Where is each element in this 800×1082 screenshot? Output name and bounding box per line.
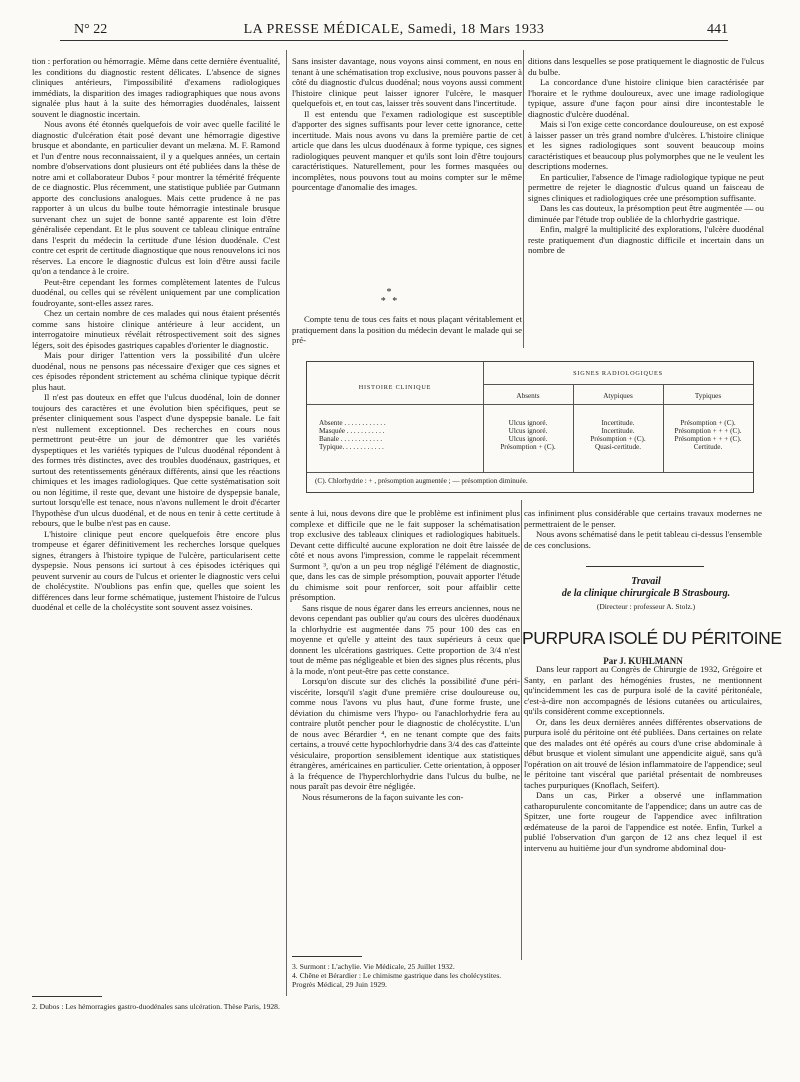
paragraph: Mais si l'on exige cette concordance douloureuse, on est exposé à laisser passer un très grand nombre d'ulcères. L'histoire clinique et les signes radiologiques sont souvent beaucoup moins caractéristiques et beaucoup plus polymorphes que ne le veulent les descriptions modernes. — [528, 119, 764, 171]
table-row-label: Typique. . . . . . . . . . . . — [319, 443, 384, 451]
page-header — [60, 18, 728, 41]
table-row-label: Absente . . . . . . . . . . . . — [319, 419, 386, 427]
table-cell: Présomption + (C). — [590, 435, 646, 443]
paragraph: L'histoire clinique peut encore quelquefois être encore plus trompeuse et égarer définitivement les recherches lorsque quelques signes, étrangers à l'histoire typique de l'ulcère, particularisent cette dyspepsie. Nous pensons ici surtout à ces épisodes ictériques qui peuvent survenir au cours de l'ulcus et orienter le diagnostic vers celui de cholécystite. N'oublions pas enfin que, quelles que soient les différences dans leur forme schématique, justement l'histoire de l'ulcus duodénal et celle de la cholécystite sont souvent assez voisines. — [32, 528, 280, 612]
table-cell: Présomption + + + (C). — [674, 427, 742, 435]
article-author: Par J. KUHLMANN — [603, 656, 683, 666]
paragraph: Nous avons été étonnés quelquefois de voir avec quelle facilité le diagnostic d'ulcération était posé devant une hémorragie digestive brusque et abondante, en particulier devant un melæna. M. F. Ramond et l'un d'entre nous reconnaissaient, il y a quelques années, un certain nombre d'observations dont plusieurs ont été publiées dans la thèse de notre ami et collaborateur Dubos ² pour montrer la témérité fréquente de ce diagnostic. Plus récemment, une statistique publiée par Gutmann apporte des conclusions analogues. Mais cette prudence à ne pas rapporter à un ulcus du bulbe toute hémorragie intestinale brusque survenant chez un sujet de bonne santé apparente est loin d'être généralisée cependant. Et le plus souvent ce tableau clinique entraîne dans l'esprit du médecin la certitude d'une lésion duodénale. C'est contre cet esprit de certitude diagnostique que nous renouvelons ici nos réserves. La encore le diagnostic d'ulcus est loin d'être aussi facile qu'on a tendance à le croire. — [32, 119, 281, 276]
paragraph: Mais pour diriger l'attention vers la possibilité d'un ulcère duodénal, nous ne pensons pas nécessaire d'exiger que ces signes et ces épisodes répondent strictement au schéma clinique typique décrit plus haut. — [32, 350, 280, 392]
table-cell: Quasi-certitude. — [594, 443, 642, 451]
table-row-label: Masquée . . . . . . . . . . . — [319, 427, 385, 435]
paragraph: Chez un certain nombre de ces malades qui nous étaient présentés comme sans histoire clinique antérieure à leur accident, un interrogatoire minutieux révélait rétrospectivement soit des signes légers, soit des épisodes gastriques capables d'orienter le diagnostic. — [32, 308, 280, 350]
paragraph: Sans insister davantage, nous voyons ainsi comment, en nous en tenant à une schématisation trop exclusive, nous pouvons passer à côté du diagnostic d'ulcus duodénal; nous voyons aussi comment l'histoire clinique peut laisser ignorer l'ulcère, le masquer quelquefois et, en tout cas, laisser très souvent dans l'incertitude. — [292, 56, 522, 108]
section-separator-asterisks: * * * — [380, 287, 400, 307]
column-rule — [286, 50, 287, 996]
paragraph: La concordance d'une histoire clinique bien caractérisée par l'horaire et le rythme douloureux, avec une image radiologique typique, assure d'une façon pour ainsi dire incontestable le diagnostic d'ulcère duodénal. — [528, 77, 764, 119]
paragraph: sente à lui, nous devons dire que le problème est infiniment plus complexe et difficile que ne le fait supposer la schématisation trop exclusive des tableaux cliniques et radiologiques habituels. Devant cette difficulté aucune exploration ne doit être laissée de côté et nous avons l'impression, comme le rappelait récemment Surmont ³, qu'on a un peu trop négligé l'élément de diagnostic, que, dans les cas de simple présomption, pouvait apporter l'étude du chimisme soit pour renforcer, soit pour affaiblir cette présomption. — [290, 508, 520, 602]
table-cell: Incertitude. — [601, 427, 635, 435]
paragraph: Dans les cas douteux, la présomption peut être augmentée — ou diminuée par l'étude trop oubliée de la chlorhydrie gastrique. — [528, 203, 764, 224]
article-body — [524, 664, 762, 1026]
paragraph: Dans leur rapport au Congrès de Chirurgie de 1932, Grégoire et Santy, en parlant des hémogénies frustes, ne mentionnent qu'incidemment les cas de purpura isolé de la cavité péritonéale, c'est-à-dire non accompagnés de lésions cutanées ou articulaires, qu'ils considèrent comme exceptionnels. — [524, 664, 762, 716]
paragraph: Compte tenu de tous ces faits et nous plaçant véritablement et pratiquement dans la position du médecin devant le malade qui se pré- — [292, 314, 522, 345]
column-3-lower — [524, 508, 762, 572]
paragraph: Lorsqu'on discute sur des clichés la possibilité d'une péri-viscérite, lorsqu'il s'agit d'une première crise douloureuse ou, comme nous l'avons vu plus haut, d'une forme fruste, une déviation du chimisme vers l'hypo- ou l'anachlorhydrie fera au contraire plutôt pencher pour le diagnostic de cholécystite. L'un de nous avec Bérardier ⁴, en ne tenant compte que des faits certains, a trouvé cette hypochlorhydrie dans 3/4 des cas d'atteinte vésiculaire, proportion sensiblement identique aux statistiques étrangères, américaines en particulier. Cette orientation, à opposer à la fréquence de l'hyperchlorhydrie dans l'ulcus du bulbe, ne nous paraît pas devoir être négligée. — [290, 676, 520, 791]
table-cell: Ulcus ignoré. — [508, 435, 548, 443]
table-cell: Incertitude. — [601, 419, 635, 427]
article-affiliation — [528, 576, 764, 612]
journal-title: LA PRESSE MÉDICALE, Samedi, 18 Mars 1933 — [243, 22, 545, 37]
footnote-rule — [292, 956, 362, 957]
paragraph: Peut-être cependant les formes complètement latentes de l'ulcus duodénal, ou celles qui se révèlent uniquement par une complication foudroyante, sont-elles assez rares. — [32, 276, 280, 308]
paragraph: cas infiniment plus considérable que certains travaux modernes ne permettraient de le penser. — [524, 508, 762, 529]
table-cell: Présomption + (C). — [500, 443, 556, 451]
footnotes-left — [32, 1002, 280, 1011]
affiliation-work: Travail — [631, 576, 661, 587]
page-number: 441 — [707, 22, 728, 37]
footnote: 4. Chêne et Bérardier : Le chimisme gastrique dans les cholécystites. Progrès Médical, 29 Juin 1929. — [292, 971, 502, 989]
table-subheader: Typiques — [694, 392, 722, 400]
affiliation-clinic: de la clinique chirurgicale B Strasbourg. — [561, 588, 731, 599]
table-cell: Certitude. — [693, 443, 723, 451]
column-rule — [523, 50, 524, 348]
paragraph: Nous avons schématisé dans le petit tableau ci-dessus l'ensemble de ces conclusions. — [524, 529, 762, 550]
paragraph: Il est entendu que l'examen radiologique est susceptible d'apporter des signes suffisants pour lever cette ignorance, cette incertitude. Mais nous avons vu dans la première partie de cet article que dans les ulcus duodénaux à forme typique, ces signes radiologiques peuvent manquer et qu'ils sont loin d'être toujours caractéristiques. Naturellement, pour les formes masquées ou incomplètes, nous pouvons tout au moins compter sur le même pourcentage d'anomalie des images. — [292, 108, 522, 192]
paragraph: Sans risque de nous égarer dans les erreurs anciennes, nous ne devons cependant pas oublier qu'au cours des ulcères duodénaux la chlorhydrie est augmentée dans 75 pour 100 des cas en moyenne et qu'elle y atteint des taux supérieurs à ceux que donnent les ulcérations gastriques. Cette proportion de 3/4 n'est tout de même pas négligeable et bien des signes plus récents, plus à la mode, n'ont peut-être pas cette constance. — [290, 602, 520, 676]
footnote: 2. Dubos : Les hémorragies gastro-duodénales sans ulcération. Thèse Paris, 1928. — [32, 1002, 280, 1011]
paragraph: ditions dans lesquelles se pose pratiquement le diagnostic de l'ulcus du bulbe. — [528, 56, 764, 77]
summary-table — [306, 361, 754, 493]
table-header-clinical: HISTOIRE CLINIQUE — [358, 384, 432, 391]
column-1 — [32, 56, 280, 996]
affiliation-director: (Directeur : professeur A. Stolz.) — [596, 602, 696, 611]
column-2-lower — [290, 508, 520, 944]
footnotes-mid — [292, 962, 520, 989]
paragraph: Enfin, malgré la multiplicité des explorations, l'ulcère duodénal reste pratiquement d'un diagnostic difficile et incertain dans un nombre de — [528, 224, 764, 255]
footnote: 3. Surmont : L'achylie. Vie Médicale, 25 Juillet 1932. — [292, 962, 455, 971]
paragraph: Dans un cas, Pirker a observé une inflammation catharopurulente concomitante de l'appendice; dans un autre cas de Spitzer, une forte rougeur de l'appendice avec infiltration œdémateuse de la paroi de l'appendice est notée. Enfin, Turkel a publié l'observation d'un garçon de 12 ans chez lequel il est intervenu au huitième jour d'un syndrome abdominal dou- — [524, 790, 762, 853]
table-cell: Ulcus ignoré. — [508, 427, 548, 435]
table-cell: Ulcus ignoré. — [508, 419, 548, 427]
column-2-continued — [292, 314, 522, 346]
table-footnote: (C). Chlorhydrie : + , présomption augmentée ; — présomption diminuée. — [315, 477, 528, 485]
table-row-label: Banale . . . . . . . . . . . . — [319, 435, 383, 443]
paragraph: En particulier, l'absence de l'image radiologique typique ne peut permettre de rejeter le diagnostic d'ulcus quand un faisceau de signes cliniques et radiologiques crée une présomption suffisante. — [528, 171, 764, 203]
table-cell: Présomption + (C). — [680, 419, 736, 427]
paragraph: Nous résumerons de la façon suivante les con- — [302, 791, 464, 802]
column-3 — [528, 56, 764, 346]
footnote-rule — [32, 996, 102, 997]
paragraph: tion : perforation ou hémorragie. Même dans cette dernière éventualité, les conditions du diagnostic restent délicates. L'absence de signes cliniques antérieurs, l'impossibilité d'examens radiologiques immédiats, la disparition des images radiographiques que nous avons signalée plus haut à la suite des hémorragies duodénales, laissent souvent le diagnostic incertain. — [32, 56, 280, 119]
column-2 — [292, 56, 522, 356]
paragraph: Or, dans les deux dernières années différentes observations de purpura isolé du péritoine ont été publiées. Dans certaines on relate que des malades ont été opérés au cours d'une crise abdominale à début brusque et violent simulant une appendicite aiguë, sans qu'à l'opération on ait trouvé de lésion inflammatoire de l'appendice; seul le péritoine tant viscéral que pariétal présentait de nombreuses taches purpuriques (Knoflach, Seifert). — [524, 716, 762, 790]
column-rule — [521, 500, 522, 960]
article-title: PURPURA ISOLÉ DU PÉRITOINE — [522, 628, 782, 648]
paragraph: Il n'est pas douteux en effet que l'ulcus duodénal, loin de donner toujours des caractères et une évolution bien spécifiques, peut se présenter cliniquement sous l'aspect d'une dyspepsie banale. Le fait n'est nullement exceptionnel. Des recherches en cours nous permettront peut-être un jour de démontrer que les variétés dyspeptiques et les variétés typiques de l'ulcus duodénal répondent à des formes très distinctes, avec des troubles duodénaux, gastriques, et surtout des retentissements généraux différents, ainsi que les réactions chimiques et les images radiologiques. Que cette systématisation soit ou non légitime, il reste que, devant une histoire de dyspepsie banale, surtout lorsqu'elle est tenace, nous n'avons nullement le droit d'écarter l'hypothèse d'un ulcus duodénal, et de nous en tenir à cette certitude à rebours, que le bulbe n'est pas en cause. — [32, 392, 280, 528]
table-header-radiological: SIGNES RADIOLOGIQUES — [573, 370, 663, 377]
table-cell: Présomption + + + (C). — [674, 435, 742, 443]
table-subheader: Absents — [516, 392, 540, 400]
table-subheader: Atypiques — [603, 392, 633, 400]
divider — [586, 566, 704, 567]
issue-number: N° 22 — [74, 22, 108, 37]
